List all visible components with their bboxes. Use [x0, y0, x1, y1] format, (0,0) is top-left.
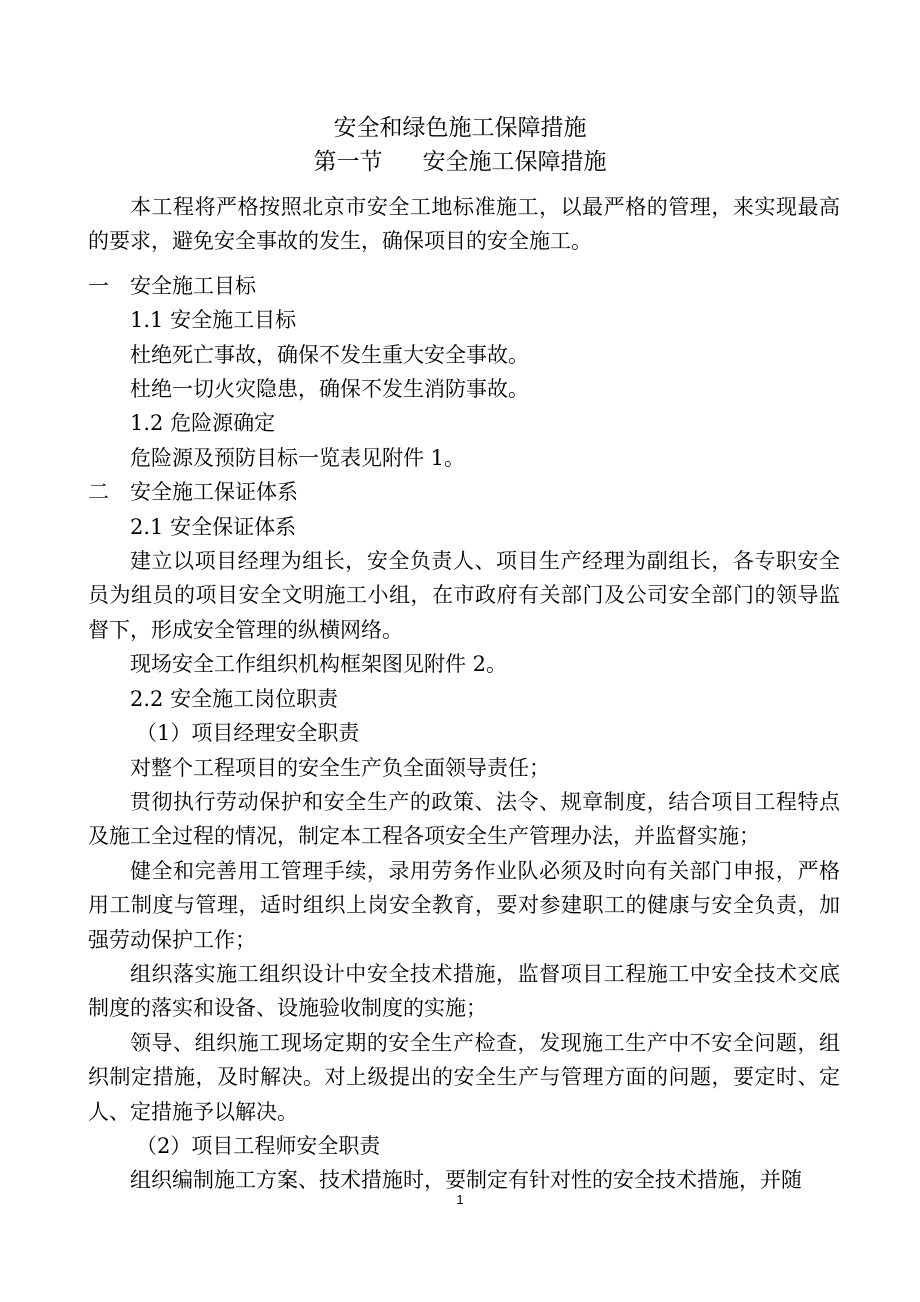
page-number: 1: [456, 1192, 464, 1207]
part2-s1-paragraph: 建立以项目经理为组长，安全负责人、项目生产经理为副组长，各专职安全员为组员的项目安全文明施工小组，在市政府有关部门及公司安全部门的领导监督下，形成安全管理的纵横网络。: [88, 549, 840, 642]
intro-paragraph: 本工程将严格按照北京市安全工地标准施工，以最严格的管理，来实现最高的要求，避免安全事故的发生，确保项目的安全施工。: [88, 195, 840, 254]
part2-heading: [88, 475, 840, 509]
document-body: [88, 190, 840, 1198]
role1-paragraph-5: 领导、组织施工现场定期的安全生产检查，发现施工生产中不安全问题，组织制定措施，及时解决。对上级提出的安全生产与管理方面的问题，要定时、定人、定措施予以解决。: [88, 1030, 840, 1124]
role2-title: （2）项目工程师安全职责: [136, 1133, 381, 1158]
document-title: 安全和绿色施工保障措施: [333, 115, 587, 141]
part1-s1-title: 1.1 安全施工目标: [130, 308, 297, 333]
role1-paragraph-3: 健全和完善用工管理手续，录用劳务作业队必须及时向有关部门申报，严格用工制度与管理，适时组织上岗安全教育，要对参建职工的健康与安全负责，加强劳动保护工作；: [88, 858, 840, 952]
section-label: 第一节: [313, 149, 383, 175]
part1-heading-text: 安全施工目标: [130, 273, 256, 298]
role1-paragraph-2: 贯彻执行劳动保护和安全生产的政策、法令、规章制度，结合项目工程特点及施工全过程的情况，制定本工程各项安全生产管理办法，并监督实施；: [88, 789, 840, 849]
section-name: 安全施工保障措施: [422, 149, 607, 175]
part1-s2-line1: 危险源及预防目标一览表见附件 1。: [130, 445, 466, 470]
section-title: [0, 146, 920, 178]
role2-paragraph-1: 组织编制施工方案、技术措施时，要制定有针对性的安全技术措施，并随: [130, 1168, 802, 1193]
role1-paragraph-1: 对整个工程项目的安全生产负全面领导责任；: [130, 755, 550, 780]
part2-s2-title: 2.2 安全施工岗位职责: [130, 686, 339, 711]
part1-s2-title: 1.2 危险源确定: [130, 411, 276, 436]
role1-paragraph-4: 组织落实施工组织设计中安全技术措施，监督项目工程施工中安全技术交底制度的落实和设备、设施验收制度的实施；: [88, 961, 840, 1021]
part1-number: 一: [88, 273, 109, 298]
role1-title: （1）项目经理安全职责: [136, 721, 360, 746]
part1-s1-line1: 杜绝死亡事故，确保不发生重大安全事故。: [130, 342, 529, 367]
part2-number: 二: [88, 480, 109, 505]
part1-s1-line2: 杜绝一切火灾隐患，确保不发生消防事故。: [130, 377, 529, 402]
part2-s1-line2: 现场安全工作组织机构框架图见附件 2。: [130, 652, 508, 677]
part2-heading-text: 安全施工保证体系: [130, 480, 298, 505]
part2-s1-title: 2.1 安全保证体系: [130, 514, 297, 539]
part1-heading: [88, 269, 840, 303]
